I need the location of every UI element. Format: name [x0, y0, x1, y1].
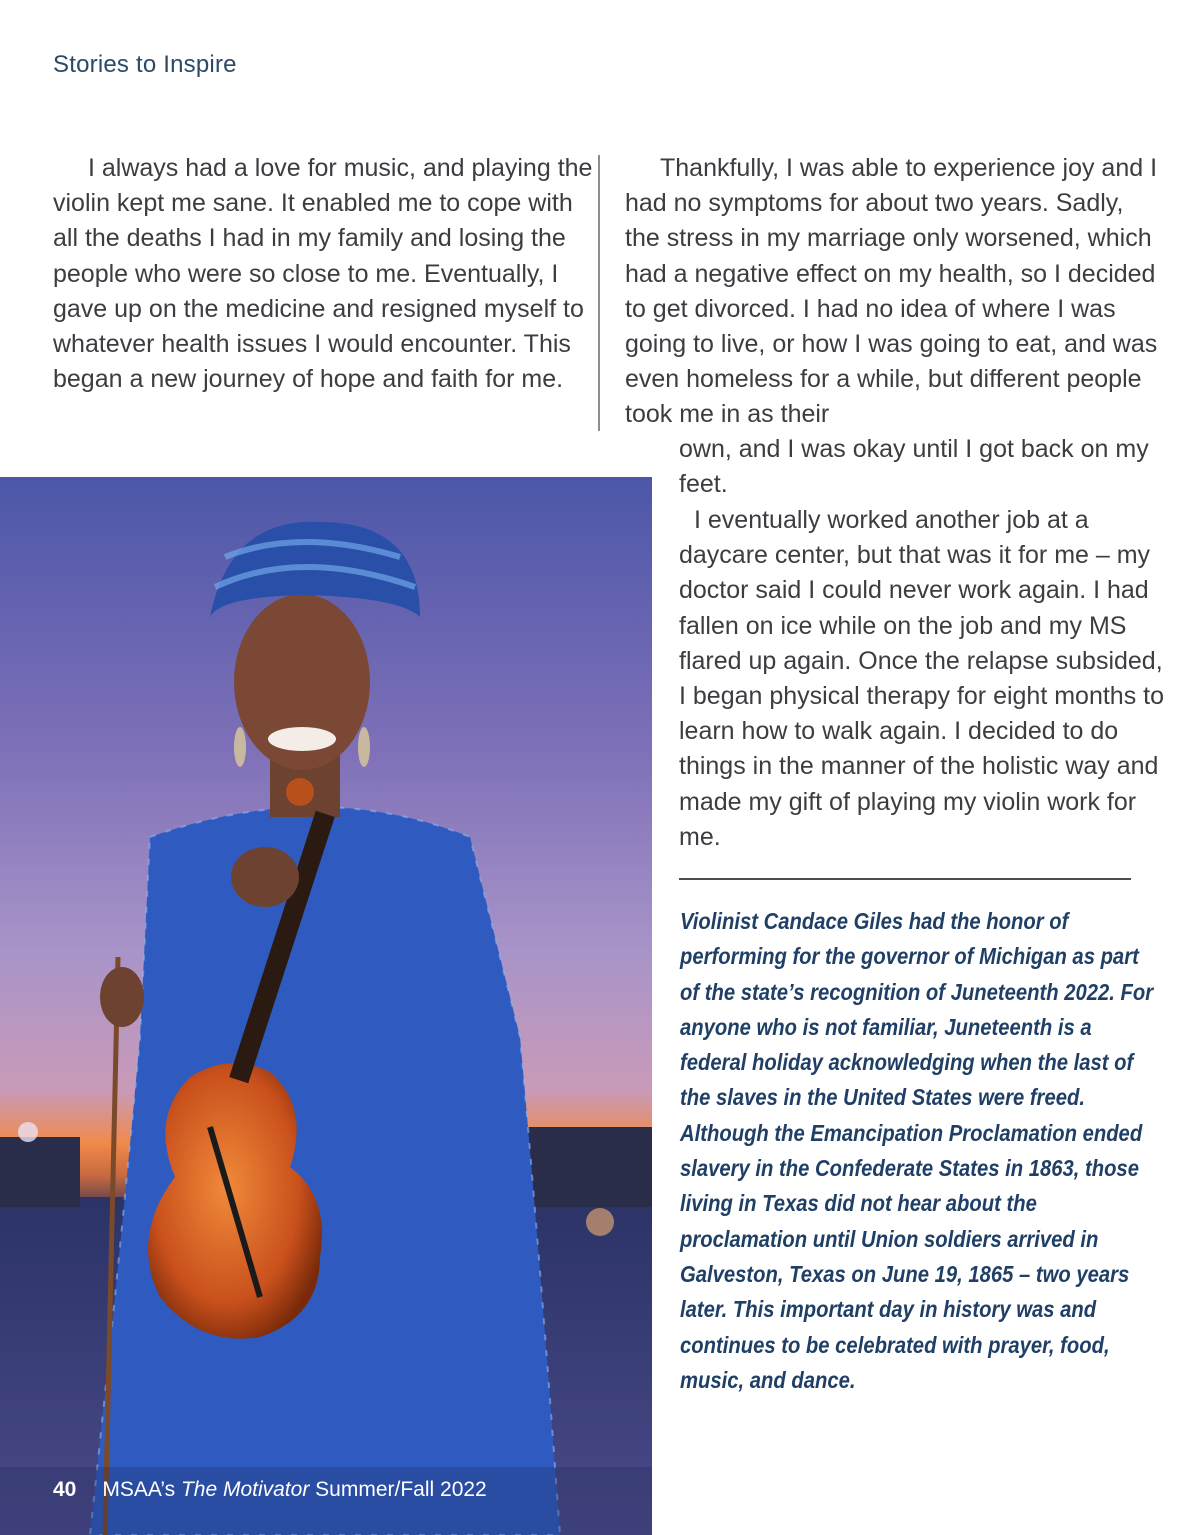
section-label: Stories to Inspire: [53, 51, 237, 78]
footer-issue: Summer/Fall 2022: [309, 1478, 487, 1501]
column-divider: [598, 155, 600, 431]
caption-rule: [679, 878, 1131, 880]
article-paragraph-2-bottom: own, and I was okay until I got back on my feet.: [679, 435, 1149, 499]
page-number: 40: [53, 1478, 77, 1501]
footer-publication: The Motivator: [180, 1478, 310, 1501]
article-paragraph-3: I eventually worked another job at a daycare center, but that was it for me – my doctor said I could never work again. I had fallen on ice while on the job and my MS flared up again. Once the relapse subsided, I began physical therapy for eight months to learn how to walk again. I decided to do things in the manner of the holistic way and made my gift of playing my violin work for me.: [679, 506, 1165, 851]
violinist-photo: [0, 477, 652, 1535]
article-paragraph-2-top: Thankfully, I was able to experience joy and I had no symptoms for about two years. Sadly, the stress in my marriage only worsened, which had a negative effect on my health, so I decided to get divorced. I had no idea of where I was going to live, or how I was going to eat, and was even homeless for a while, but different people took me in as their: [625, 154, 1158, 429]
article-paragraph-1: I always had a love for music, and playing the violin kept me sane. It enabled me to cope with all the deaths I had in my family and losing the people who were so close to me. Eventually, I gave up on the medicine and resigned myself to whatever health issues I would encounter. This began a new journey of hope and faith for me.: [53, 154, 593, 394]
footer-publisher: MSAA’s: [102, 1478, 181, 1501]
page-footer: [53, 1478, 487, 1502]
photo-caption: Violinist Candace Giles had the honor of performing for the governor of Michigan as part of the state’s recognition of Juneteenth 2022. For anyone who is not familiar, Juneteenth is a federal holiday acknowledging when the last of the slaves in the United States were freed. Although the Emancipation Proclamation ended slavery in the Confederate States in 1863, those living in Texas did not hear about the proclamation until Union soldiers arrived in Galveston, Texas on June 19, 1865 – two years later. This important day in history was and continues to be celebrated with prayer, food, music, and dance.: [680, 908, 1154, 1393]
